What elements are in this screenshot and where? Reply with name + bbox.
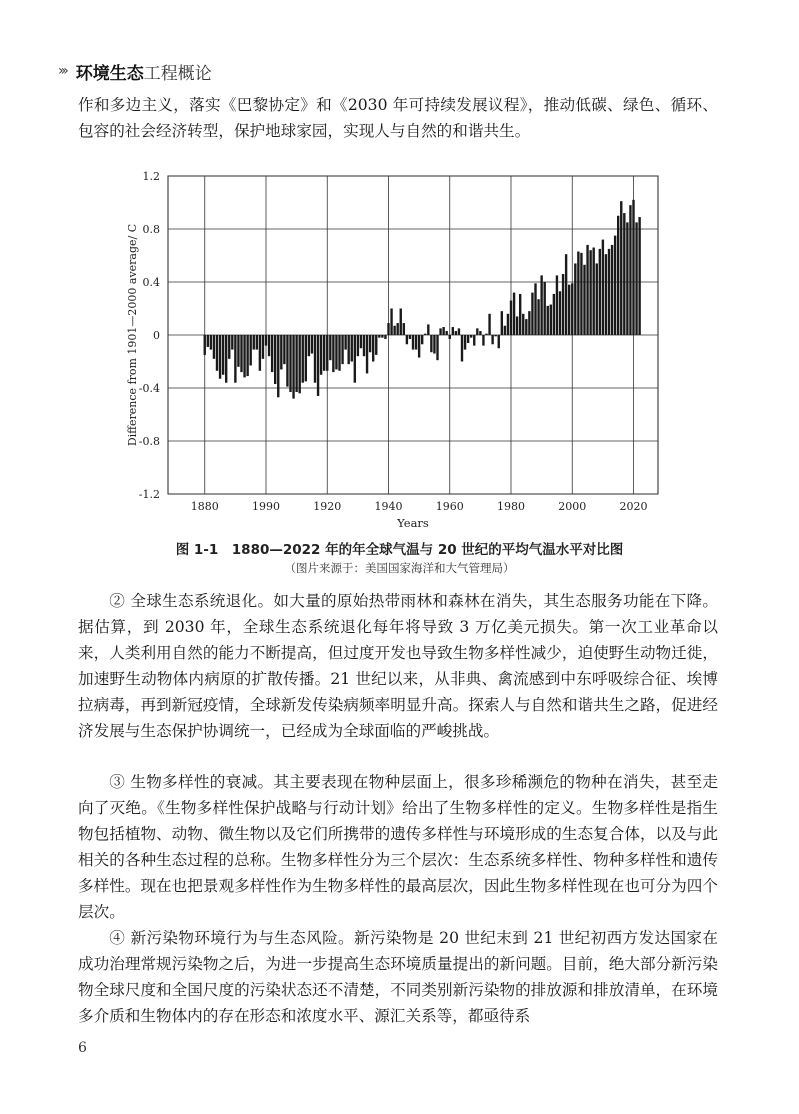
temperature-bar [283, 335, 285, 364]
temperature-bar [268, 335, 270, 356]
temperature-bar [225, 335, 227, 383]
paragraph-biodiversity: ③ 生物多样性的衰减。其主要表现在物种层面上，很多珍稀濒危的物种在消失，甚至走向了灭绝。《生物多样性保护战略与行动计划》给出了生物多样性的定义。生物多样性是指生物包括植物、动物、微生物以及它们所携带的遗传多样性与环境形成的生态复合体，以及与此相关的各种生态过程的总称。生物多样性分为三个层次：生态系统多样性、物种多样性和遗传多样性。现在也把景观多样性作为生物多样性的最高层次，因此生物多样性现在也可分为四个层次。 [78, 773, 718, 921]
temperature-bar [366, 335, 368, 373]
temperature-bar [452, 327, 454, 335]
temperature-bar [617, 216, 619, 335]
temperature-bar [231, 335, 233, 350]
temperature-bar [249, 335, 251, 365]
temperature-bar [351, 335, 353, 362]
chevron-icon: ››› [58, 63, 66, 79]
temperature-bar [280, 335, 282, 369]
book-title-rest: 工程概论 [143, 63, 212, 84]
temperature-bar [482, 335, 484, 346]
x-tick-label: 1880 [190, 500, 219, 513]
temperature-bar [476, 328, 478, 335]
temperature-bar [464, 335, 466, 350]
x-tick-label: 2000 [558, 500, 587, 513]
x-tick-label: 1940 [374, 500, 403, 513]
y-tick-label: 0.8 [142, 223, 160, 236]
temperature-chart [120, 168, 680, 533]
y-tick-label: 0 [153, 329, 160, 342]
temperature-chart-svg [120, 168, 680, 533]
temperature-bar [228, 335, 230, 359]
temperature-bar [418, 335, 420, 358]
temperature-bar [620, 201, 622, 335]
temperature-bar [580, 253, 582, 335]
temperature-bar [589, 250, 591, 335]
temperature-bar [415, 335, 417, 350]
y-tick-label: -1.2 [138, 488, 160, 501]
temperature-bar [571, 283, 573, 335]
temperature-bar [488, 314, 490, 335]
temperature-bar [574, 263, 576, 335]
temperature-bar [501, 311, 503, 335]
temperature-bar [271, 335, 273, 372]
temperature-bar [586, 245, 588, 335]
figure-caption: 图 1-1 1880—2022 年的年全球气温与 20 世纪的平均气温水平对比图 [175, 542, 624, 558]
temperature-bar [329, 335, 331, 360]
temperature-bar [522, 314, 524, 335]
temperature-bar [375, 335, 377, 355]
temperature-bar [286, 335, 288, 387]
temperature-bar [262, 335, 264, 359]
temperature-bar [507, 314, 509, 335]
temperature-bar [519, 294, 521, 335]
temperature-bar [543, 282, 545, 335]
running-header [58, 58, 212, 84]
y-axis-label: Difference from 1901—2000 average/ C [126, 223, 139, 447]
temperature-bar [449, 335, 451, 339]
temperature-bar [357, 335, 359, 356]
temperature-bar [626, 222, 628, 335]
temperature-bar [458, 328, 460, 335]
temperature-bar [623, 213, 625, 335]
temperature-bar [436, 335, 438, 360]
x-tick-label: 1920 [313, 500, 342, 513]
temperature-bar [204, 335, 206, 355]
temperature-bar [234, 335, 236, 383]
temperature-bar [390, 309, 392, 336]
temperature-bar [363, 335, 365, 356]
temperature-bar [439, 328, 441, 335]
temperature-bar [525, 319, 527, 335]
temperature-bar [409, 335, 411, 339]
temperature-bar [547, 306, 549, 335]
temperature-bar [528, 311, 530, 335]
temperature-bar [338, 335, 340, 371]
temperature-bar [253, 335, 255, 350]
temperature-bar [265, 335, 267, 346]
temperature-bar [256, 335, 258, 350]
x-tick-label: 1990 [252, 500, 280, 513]
temperature-bar [504, 326, 506, 335]
temperature-bar [314, 335, 316, 383]
temperature-bar [442, 327, 444, 335]
temperature-bar [614, 236, 616, 335]
temperature-bar [479, 331, 481, 335]
temperature-bar [246, 335, 248, 376]
temperature-bar [396, 323, 398, 335]
temperature-bar [317, 335, 319, 396]
temperature-bar [629, 205, 631, 335]
temperature-bar [400, 309, 402, 336]
temperature-bar [550, 305, 552, 335]
temperature-bar [424, 334, 426, 335]
temperature-bar [332, 335, 334, 372]
book-title-bold: 环境生态 [75, 63, 144, 84]
temperature-bar [556, 275, 558, 335]
temperature-bar [210, 335, 212, 350]
paragraph-pollutants: ④ 新污染物环境行为与生态风险。新污染物是 20 世纪末到 21 世纪初西方发达国家在成功治理常规污染物之后，为进一步提高生态环境质量提出的新问题。目前，绝大部分新污染物全球尺度和全国尺度的污染状态还不清楚，不同类别新污染物的排放源和排放清单，在环境多介质和生物体内的存在形态和浓度水平、源汇关系等，都亟待系 [78, 929, 718, 1025]
temperature-bar [387, 323, 389, 335]
temperature-bar [378, 335, 380, 338]
temperature-bar [289, 335, 291, 392]
figure-source: （图片来源于：美国国家海洋和大气管理局） [284, 561, 515, 575]
temperature-bar [298, 335, 300, 393]
temperature-bar [553, 294, 555, 335]
temperature-bar [320, 335, 322, 375]
temperature-bar [540, 275, 542, 335]
temperature-bar [516, 316, 518, 335]
temperature-bar [577, 252, 579, 335]
temperature-bar [494, 335, 496, 336]
temperature-bar [344, 335, 346, 350]
intro-paragraph: 作和多边主义，落实《巴黎协定》和《2030 年可持续发展议程》，推动低碳、绿色、循环、包容的社会经济转型，保护地球家园，实现人与自然的和谐共生。 [78, 96, 718, 140]
temperature-bar [470, 335, 472, 338]
temperature-bar [602, 240, 604, 335]
temperature-bar [599, 249, 601, 335]
temperature-bar [219, 335, 221, 379]
temperature-bar [491, 335, 493, 344]
temperature-bar [360, 335, 362, 348]
temperature-bar [583, 265, 585, 335]
temperature-bar [565, 254, 567, 335]
y-tick-label: -0.8 [138, 435, 160, 448]
temperature-bar [430, 335, 432, 352]
temperature-bar [295, 335, 297, 392]
temperature-bar [534, 283, 536, 335]
temperature-bar [559, 291, 561, 335]
temperature-bar [445, 331, 447, 335]
temperature-bar [302, 335, 304, 383]
x-axis-label: Years [397, 516, 429, 530]
temperature-bar [605, 254, 607, 335]
temperature-bar [632, 200, 634, 335]
temperature-bar [237, 335, 239, 367]
temperature-bar [568, 285, 570, 335]
temperature-bar [259, 335, 261, 371]
temperature-bar [592, 248, 594, 335]
temperature-bar [473, 335, 475, 346]
temperature-bar [341, 335, 343, 364]
temperature-bar [369, 335, 371, 352]
temperature-bar [421, 335, 423, 344]
temperature-bar [381, 335, 383, 338]
temperature-bar [596, 263, 598, 335]
temperature-bar [611, 245, 613, 335]
temperature-bar [240, 335, 242, 372]
temperature-bar [433, 335, 435, 354]
temperature-bar [403, 323, 405, 335]
temperature-bar [427, 324, 429, 335]
temperature-bar [311, 335, 313, 354]
y-tick-label: -0.4 [138, 382, 160, 395]
x-tick-label: 1960 [435, 500, 464, 513]
paragraph-ecosystem: ② 全球生态系统退化。如大量的原始热带雨林和森林在消失，其生态服务功能在下降。据估算，到 2030 年，全球生态系统退化每年将导致 3 万亿美元损失。第一次工业革命以来，人类利用自然的能力不断提高，但过度开发也导致生物多样性减少，迫使野生动物迁徙，加速野生动物体内病原的扩散传播。21 世纪以来，从非典、禽流感到中东呼吸综合征、埃博拉病毒，再到新冠疫情，全球新发传染病频率明显升高。探索人与自然和谐共生之路，促进经济发展与生态保护协调统一，已经成为全球面临的严峻挑战。 [78, 592, 718, 740]
temperature-bar [455, 331, 457, 335]
temperature-bar [510, 301, 512, 335]
temperature-bar [467, 335, 469, 343]
temperature-bar [222, 335, 224, 375]
temperature-bar [216, 335, 218, 371]
temperature-bar [326, 335, 328, 371]
temperature-bar [384, 335, 386, 339]
temperature-bar [243, 335, 245, 377]
temperature-bar [406, 335, 408, 344]
temperature-bar [562, 274, 564, 335]
temperature-bar [274, 335, 276, 384]
temperature-bar [638, 217, 640, 335]
temperature-bar [608, 249, 610, 335]
temperature-bar [531, 293, 533, 335]
x-tick-label: 2020 [619, 500, 648, 513]
temperature-bar [412, 335, 414, 350]
page-number: 6 [78, 1040, 87, 1056]
temperature-bar [207, 335, 209, 347]
temperature-bar [635, 222, 637, 335]
temperature-bar [323, 335, 325, 371]
temperature-bar [393, 326, 395, 335]
temperature-bar [513, 293, 515, 335]
temperature-bar [347, 335, 349, 364]
temperature-bar [485, 334, 487, 335]
temperature-bar [305, 335, 307, 381]
temperature-bar [292, 335, 294, 399]
y-tick-label: 1.2 [142, 170, 160, 183]
x-tick-label: 1980 [497, 500, 525, 513]
temperature-bar [537, 299, 539, 335]
temperature-bar [461, 335, 463, 362]
temperature-bar [354, 335, 356, 383]
temperature-bar [335, 335, 337, 369]
temperature-bar [498, 335, 500, 348]
temperature-bar [277, 335, 279, 397]
y-tick-label: 0.4 [142, 276, 160, 289]
temperature-bar [372, 335, 374, 362]
temperature-bar [308, 335, 310, 356]
temperature-bar [213, 335, 215, 359]
